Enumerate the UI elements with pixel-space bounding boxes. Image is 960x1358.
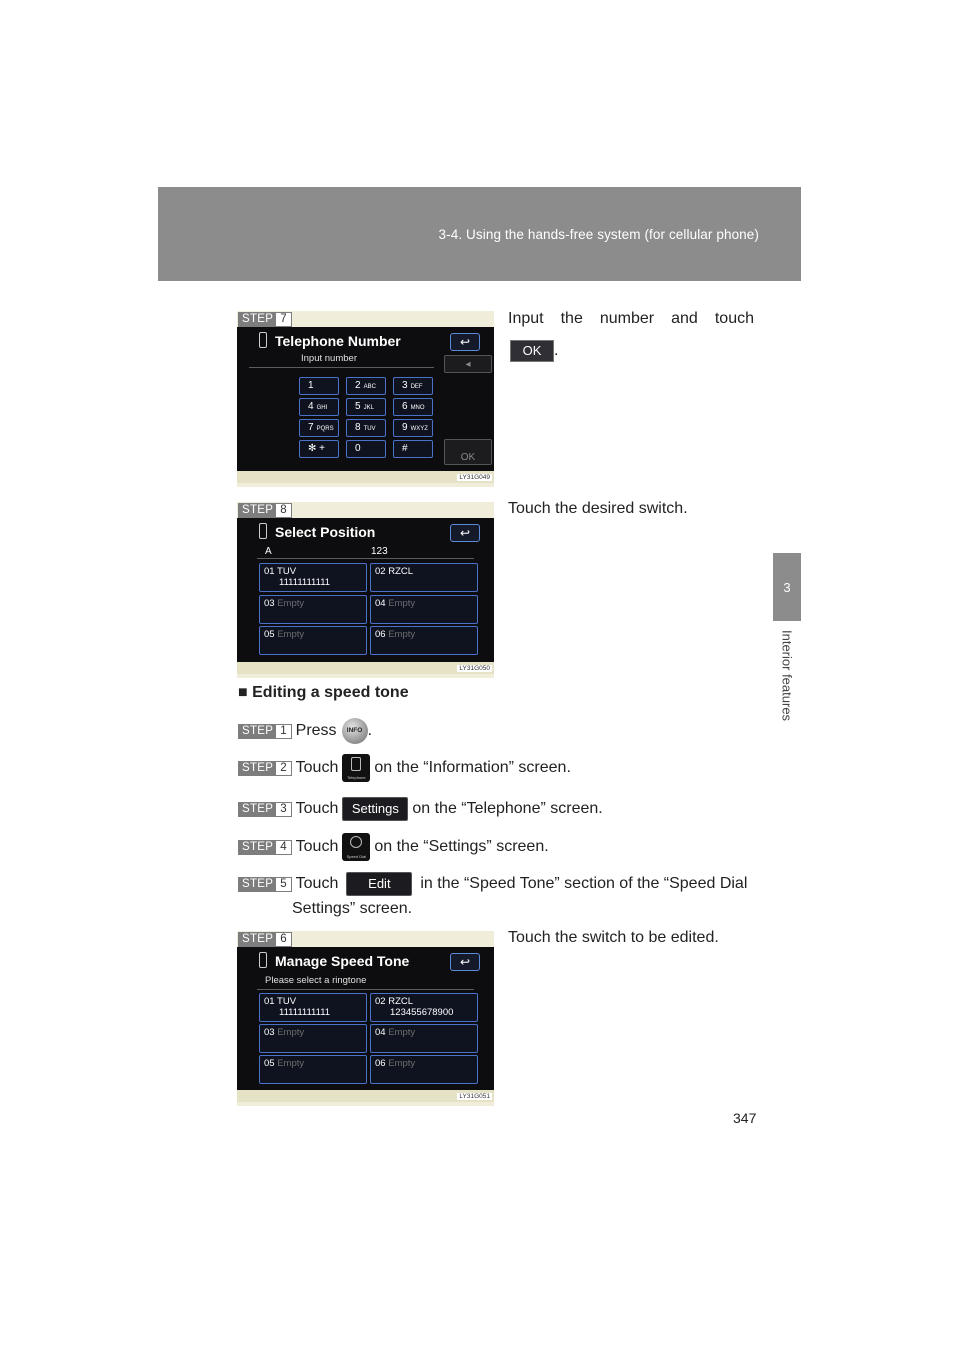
key-7[interactable]: 7 PQRS [299,419,339,437]
chapter-tab: 3 [773,553,801,621]
tone-04[interactable]: 04 Empty [370,1024,478,1053]
section-title: 3-4. Using the hands-free system (for cellular phone) [438,227,759,242]
position-01[interactable]: 01 TUV 11111111111 [259,563,367,592]
key-4[interactable]: 4 GHI [299,398,339,416]
chapter-label: Interior features [779,630,795,722]
key-1[interactable]: 1 [299,377,339,395]
tab-123[interactable]: 123 [371,546,388,557]
tab-a[interactable]: A [265,546,272,557]
figure-code: LY31G050 [459,665,490,672]
select-position-screen [237,518,494,662]
step2-line: STEP 2 Touch Telephone on the “Information” screen. [238,756,571,780]
settings-button-image: Settings [342,797,408,821]
telephone-number-screen [237,327,494,471]
section-header [158,187,801,281]
step1-tag: STEP 1 [238,724,292,739]
page-number: 347 [733,1110,757,1126]
step6-screenshot [237,931,494,1106]
step5-tag: STEP 5 [238,877,292,892]
step7-ok-line: OK . [510,339,558,363]
tone-05[interactable]: 05 Empty [259,1055,367,1084]
position-05[interactable]: 05 Empty [259,626,367,655]
step5-line: STEP 5 Touch Edit in the “Speed Tone” section of the “Speed Dial [238,872,747,896]
position-02[interactable]: 02 RZCL [370,563,478,592]
tone-03[interactable]: 03 Empty [259,1024,367,1053]
key-5[interactable]: 5 JKL [346,398,386,416]
key-9[interactable]: 9 WXYZ [393,419,433,437]
input-line [249,367,434,368]
screen-title: Telephone Number [275,333,401,349]
step6-instruction: Touch the switch to be edited. [508,929,719,946]
step3-tag: STEP 3 [238,802,292,817]
back-button[interactable]: ↩ [450,953,480,971]
info-button-icon: INFO [342,718,368,744]
back-button[interactable]: ↩ [450,524,480,542]
figure-code: LY31G049 [459,474,490,481]
delete-key[interactable]: ◂ [444,355,492,373]
screen-title: Select Position [275,524,376,540]
figure-code: LY31G051 [459,1093,490,1100]
position-04[interactable]: 04 Empty [370,595,478,624]
key-0[interactable]: 0 [346,440,386,458]
step7-instruction: Input the number and touch [508,310,754,327]
phone-icon [259,523,267,539]
step7-tag: STEP 7 [238,312,292,327]
step8-tag: STEP 8 [238,503,292,518]
step4-line: STEP 4 Touch Speed Dial on the “Settings” screen. [238,835,549,859]
screen-subtitle: Input number [301,353,357,364]
key-3[interactable]: 3 DEF [393,377,433,395]
step8-screenshot [237,502,494,678]
screen-subtitle: Please select a ringtone [265,975,367,986]
ok-key[interactable]: OK [444,439,492,465]
tone-01[interactable]: 01 TUV 11111111111 [259,993,367,1022]
step4-tag: STEP 4 [238,840,292,855]
phone-icon [259,332,267,348]
section-heading: ■ Editing a speed tone [238,684,409,701]
step2-tag: STEP 2 [238,761,292,776]
key-star-plus[interactable]: ✻ + [299,440,339,458]
step1-line: STEP 1 Press INFO . [238,719,372,743]
step3-line: STEP 3 Touch Settings on the “Telephone” screen. [238,797,603,821]
step6-tag: STEP 6 [238,932,292,947]
screen-title: Manage Speed Tone [275,953,410,969]
step5-line2: Settings” screen. [292,900,413,917]
key-hash[interactable]: # [393,440,433,458]
step8-instruction: Touch the desired switch. [508,500,688,517]
speed-dial-icon: Speed Dial [342,833,370,861]
telephone-icon: Telephone [342,754,370,782]
phone-icon [259,952,267,968]
step7-screenshot [237,311,494,487]
back-button[interactable]: ↩ [450,333,480,351]
manage-speed-tone-screen [237,947,494,1090]
key-2[interactable]: 2 ABC [346,377,386,395]
ok-button-inline: OK [510,340,554,362]
position-06[interactable]: 06 Empty [370,626,478,655]
key-6[interactable]: 6 MNO [393,398,433,416]
key-8[interactable]: 8 TUV [346,419,386,437]
tone-02[interactable]: 02 RZCL 123455678900 [370,993,478,1022]
edit-button-image: Edit [346,872,412,896]
position-03[interactable]: 03 Empty [259,595,367,624]
tone-06[interactable]: 06 Empty [370,1055,478,1084]
